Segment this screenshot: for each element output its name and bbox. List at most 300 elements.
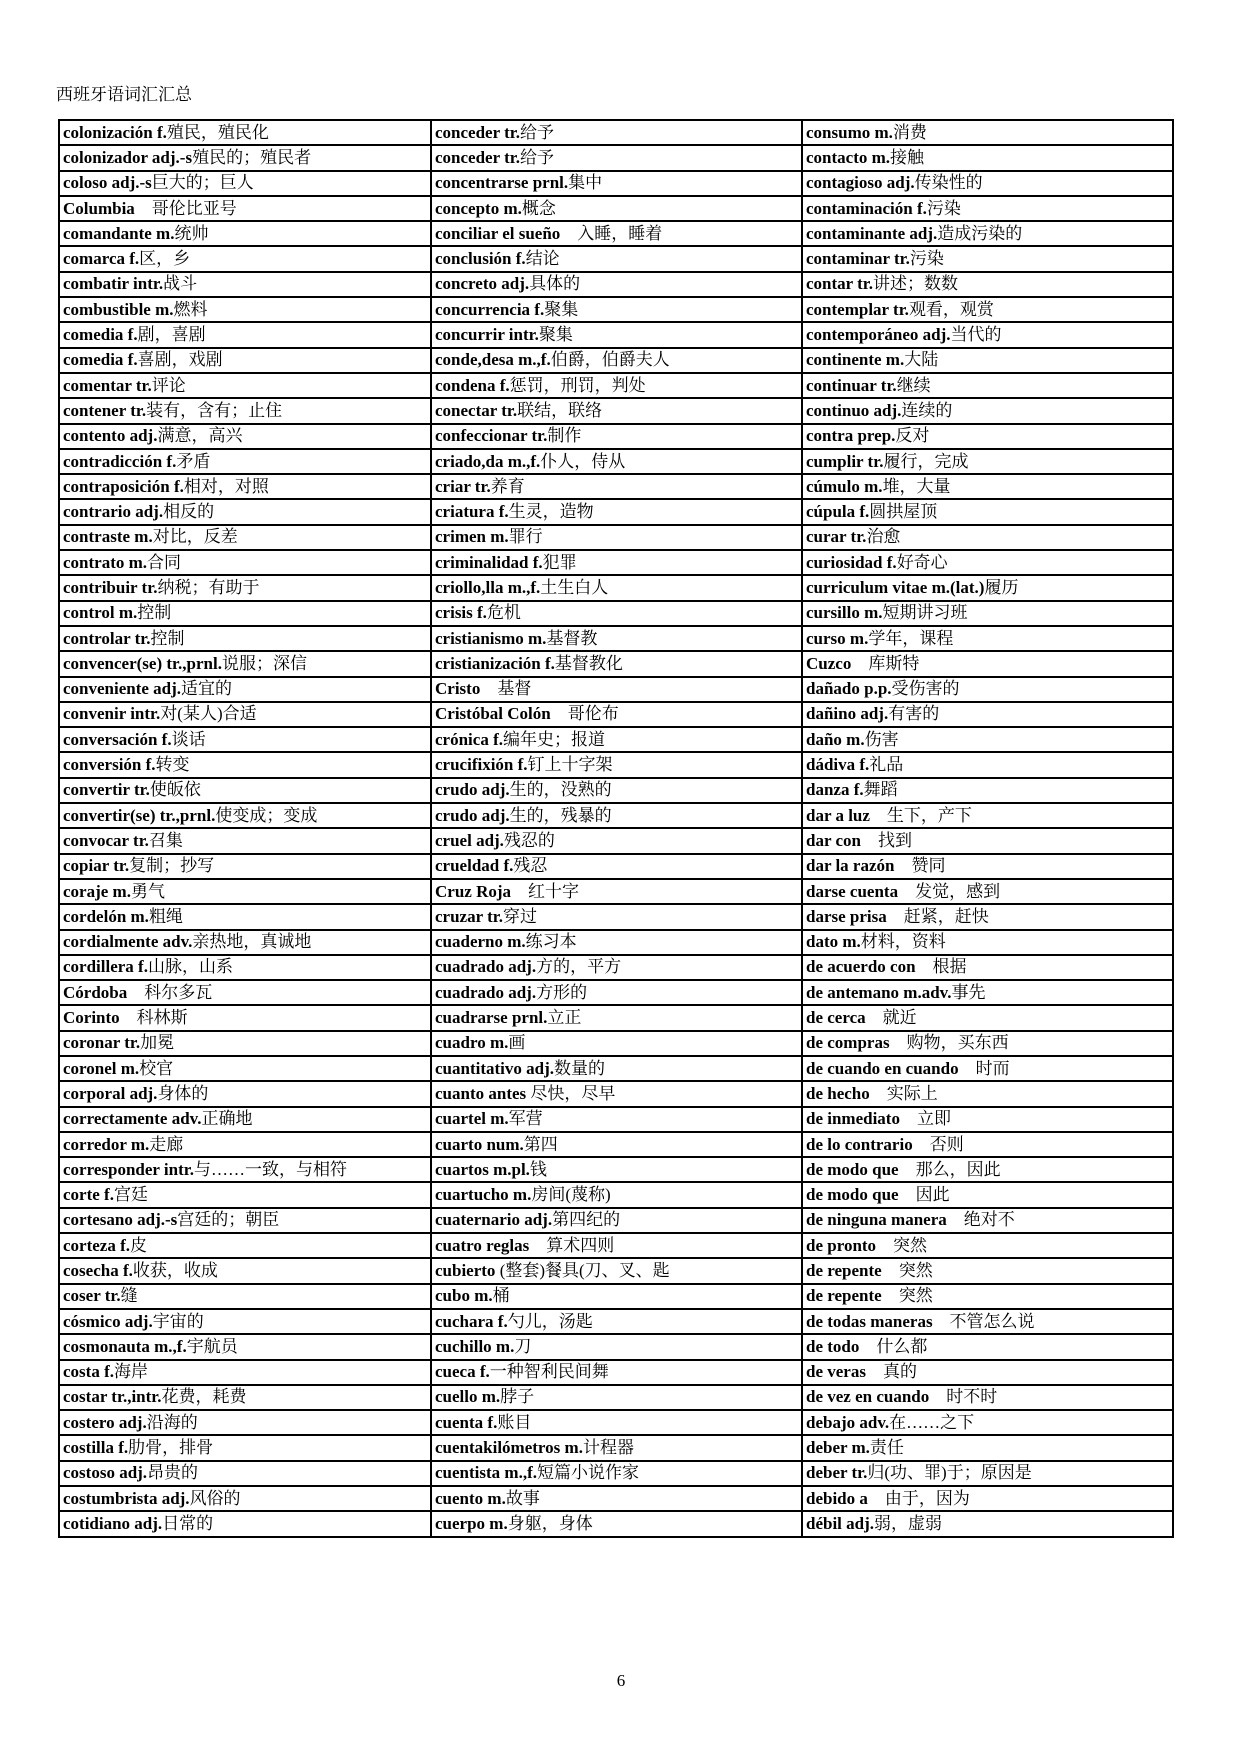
- spanish-word: de antemano m.adv.: [806, 982, 952, 1002]
- spanish-word: comentar tr.: [63, 375, 152, 395]
- vocab-entry-cell: [59, 145, 431, 170]
- spanish-word: curar tr.: [806, 527, 867, 547]
- spanish-word: de vez en cuando: [806, 1387, 930, 1407]
- chinese-definition: 受伤害的: [891, 679, 960, 699]
- vocab-entry-cell: [59, 1461, 431, 1486]
- chinese-definition: 巨大的；巨人: [151, 173, 254, 193]
- spanish-word: curso m.: [806, 628, 869, 648]
- spanish-word: contemplar tr.: [806, 299, 909, 319]
- chinese-definition: 适宜的: [181, 679, 233, 699]
- vocab-entry-cell: [802, 1208, 1173, 1233]
- chinese-definition: 殖民的；殖民者: [192, 147, 312, 167]
- chinese-definition: 基督教: [546, 628, 598, 648]
- chinese-definition: 校官: [139, 1058, 174, 1078]
- chinese-definition: 皮: [130, 1235, 148, 1255]
- vocab-entry-cell: [59, 1385, 431, 1410]
- spanish-word: concurrir intr.: [435, 325, 539, 345]
- vocab-entry-cell: [59, 626, 431, 651]
- vocab-entry-cell: [431, 803, 802, 828]
- table-row: [59, 1233, 1173, 1258]
- chinese-definition: 算术四则: [529, 1235, 615, 1255]
- chinese-definition: 脖子: [500, 1387, 535, 1407]
- table-row: [59, 322, 1173, 347]
- spanish-word: contaminación f.: [806, 198, 927, 218]
- chinese-definition: 纳税；有助于: [157, 577, 260, 597]
- vocab-entry-cell: [802, 1309, 1173, 1334]
- vocab-entry-cell: [431, 879, 802, 904]
- vocab-entry-cell: [431, 424, 802, 449]
- chinese-definition: 当代的: [950, 325, 1002, 345]
- chinese-definition: 红十字: [511, 881, 580, 901]
- table-row: [59, 1309, 1173, 1334]
- chinese-definition: 矛盾: [176, 451, 211, 471]
- chinese-definition: 什么都: [859, 1336, 928, 1356]
- chinese-definition: 履行，完成: [883, 451, 969, 471]
- chinese-definition: 绝对不: [946, 1210, 1015, 1230]
- chinese-definition: 污染: [909, 249, 944, 269]
- chinese-definition: 残忍: [513, 856, 548, 876]
- chinese-definition: 昂贵的: [147, 1463, 199, 1483]
- table-row: [59, 854, 1173, 879]
- chinese-definition: 桶: [492, 1286, 510, 1306]
- table-row: [59, 1385, 1173, 1410]
- spanish-word: combatir intr.: [63, 274, 164, 294]
- chinese-definition: 与……一致，与相符: [193, 1159, 347, 1179]
- vocab-entry-cell: [802, 677, 1173, 702]
- vocab-entry-cell: [431, 1385, 802, 1410]
- vocab-entry-cell: [802, 980, 1173, 1005]
- chinese-definition: 就近: [865, 1008, 917, 1028]
- chinese-definition: 装有，含有；止住: [146, 400, 283, 420]
- spanish-word: comedia f.: [63, 325, 138, 345]
- vocab-entry-cell: [802, 1461, 1173, 1486]
- table-row: [59, 601, 1173, 626]
- vocab-entry-cell: [59, 398, 431, 423]
- table-row: [59, 1056, 1173, 1081]
- chinese-definition: 风俗的: [189, 1488, 241, 1508]
- spanish-word: comandante m.: [63, 223, 175, 243]
- chinese-definition: 赶紧，赶快: [886, 906, 989, 926]
- chinese-definition: 方形的: [536, 982, 588, 1002]
- vocab-entry-cell: [59, 1233, 431, 1258]
- chinese-definition: 给予: [519, 147, 554, 167]
- chinese-definition: 时不时: [929, 1387, 998, 1407]
- spanish-word: cuartos m.pl.: [435, 1159, 530, 1179]
- chinese-definition: 对(某人)合适: [160, 704, 257, 724]
- spanish-word: darse cuenta: [806, 881, 899, 901]
- vocab-entry-cell: [802, 120, 1173, 145]
- chinese-definition: 否则: [912, 1134, 964, 1154]
- chinese-definition: 继续: [896, 375, 931, 395]
- spanish-word: corredor m.: [63, 1134, 150, 1154]
- vocab-entry-cell: [431, 1107, 802, 1132]
- chinese-definition: 第四: [523, 1134, 558, 1154]
- table-row: [59, 145, 1173, 170]
- vocab-entry-cell: [59, 1182, 431, 1207]
- table-row: [59, 1435, 1173, 1460]
- chinese-definition: 传染性的: [914, 173, 983, 193]
- spanish-word: coser tr.: [63, 1286, 121, 1306]
- spanish-word: de hecho: [806, 1083, 870, 1103]
- vocab-entry-cell: [59, 1107, 431, 1132]
- chinese-definition: 故事: [505, 1488, 540, 1508]
- chinese-definition: 海岸: [113, 1362, 148, 1382]
- table-row: [59, 930, 1173, 955]
- vocab-entry-cell: [431, 955, 802, 980]
- chinese-definition: 概念: [521, 198, 556, 218]
- spanish-word: concurrencia f.: [435, 299, 545, 319]
- chinese-definition: 那么，因此: [898, 1159, 1001, 1179]
- table-row: [59, 297, 1173, 322]
- vocab-entry-cell: [431, 626, 802, 651]
- table-row: [59, 778, 1173, 803]
- vocab-entry-cell: [431, 1208, 802, 1233]
- vocab-entry-cell: [802, 1233, 1173, 1258]
- spanish-word: costumbrista adj.: [63, 1488, 190, 1508]
- spanish-word: cúmulo m.: [806, 476, 883, 496]
- vocab-entry-cell: [431, 1081, 802, 1106]
- vocab-entry-cell: [59, 651, 431, 676]
- spanish-word: cursillo m.: [806, 603, 883, 623]
- vocab-entry-cell: [431, 1334, 802, 1359]
- chinese-definition: 缝: [120, 1286, 138, 1306]
- vocab-entry-cell: [431, 1511, 802, 1536]
- vocab-entry-cell: [431, 348, 802, 373]
- vocab-entry-cell: [802, 1005, 1173, 1030]
- spanish-word: corporal adj.: [63, 1083, 158, 1103]
- chinese-definition: 治愈: [866, 527, 901, 547]
- vocab-entry-cell: [431, 1284, 802, 1309]
- spanish-word: Corinto: [63, 1008, 120, 1028]
- vocab-entry-cell: [59, 1081, 431, 1106]
- chinese-definition: 根据: [915, 957, 967, 977]
- spanish-word: de acuerdo con: [806, 957, 916, 977]
- vocab-entry-cell: [431, 1132, 802, 1157]
- vocab-entry-cell: [431, 525, 802, 550]
- spanish-word: conceder tr.: [435, 147, 520, 167]
- vocab-entry-cell: [802, 1132, 1173, 1157]
- spanish-word: de repente: [806, 1286, 882, 1306]
- chinese-definition: 尽快，尽早: [526, 1083, 616, 1103]
- spanish-word: costar tr.,intr.: [63, 1387, 162, 1407]
- vocab-entry-cell: [802, 702, 1173, 727]
- vocab-entry-cell: [59, 677, 431, 702]
- spanish-word: conclusión f.: [435, 249, 526, 269]
- spanish-word: cubo m.: [435, 1286, 493, 1306]
- spanish-word: contrato m.: [63, 552, 148, 572]
- spanish-word: crónica f.: [435, 729, 503, 749]
- table-row: [59, 626, 1173, 651]
- vocab-entry-cell: [431, 1182, 802, 1207]
- vocab-entry-cell: [59, 1511, 431, 1536]
- chinese-definition: 学年，课程: [868, 628, 954, 648]
- vocab-entry-cell: [431, 904, 802, 929]
- vocab-entry-cell: [59, 752, 431, 777]
- chinese-definition: 生的，残暴的: [509, 805, 612, 825]
- chinese-definition: 犯罪: [542, 552, 577, 572]
- spanish-word: de lo contrario: [806, 1134, 913, 1154]
- chinese-definition: 复制；抄写: [129, 856, 215, 876]
- spanish-word: contagioso adj.: [806, 173, 915, 193]
- spanish-word: de todas maneras: [806, 1311, 933, 1331]
- chinese-definition: 不管怎么说: [932, 1311, 1035, 1331]
- chinese-definition: 对比，反差: [152, 527, 238, 547]
- chinese-definition: 圆拱屋顶: [869, 502, 938, 522]
- chinese-definition: 山脉，山系: [147, 957, 233, 977]
- spanish-word: de cuando en cuando: [806, 1058, 959, 1078]
- vocab-entry-cell: [59, 930, 431, 955]
- spanish-word: conde,desa m.,f.: [435, 350, 551, 370]
- chinese-definition: 伯爵，伯爵夫人: [550, 350, 670, 370]
- spanish-word: criminalidad f.: [435, 552, 543, 572]
- spanish-word: coronel m.: [63, 1058, 140, 1078]
- chinese-definition: 宇航员: [186, 1336, 238, 1356]
- vocab-entry-cell: [431, 778, 802, 803]
- vocab-entry-cell: [802, 1056, 1173, 1081]
- vocab-entry-cell: [802, 1157, 1173, 1182]
- spanish-word: cuento m.: [435, 1488, 506, 1508]
- spanish-word: deber m.: [806, 1438, 870, 1458]
- chinese-definition: 连续的: [901, 400, 953, 420]
- vocab-entry-cell: [59, 120, 431, 145]
- spanish-word: contrario adj.: [63, 502, 164, 522]
- spanish-word: comarca f.: [63, 249, 140, 269]
- spanish-word: comedia f.: [63, 350, 138, 370]
- spanish-word: debido a: [806, 1488, 868, 1508]
- chinese-definition: 履历: [984, 577, 1019, 597]
- vocab-entry-cell: [431, 221, 802, 246]
- spanish-word: cósmico adj.: [63, 1311, 153, 1331]
- spanish-word: de todo: [806, 1336, 860, 1356]
- spanish-word: contra prep.: [806, 426, 896, 446]
- vocab-entry-cell: [59, 272, 431, 297]
- vocab-entry-cell: [431, 474, 802, 499]
- vocab-entry-cell: [802, 550, 1173, 575]
- table-row: [59, 424, 1173, 449]
- vocab-entry-cell: [59, 980, 431, 1005]
- chinese-definition: 身躯，身体: [507, 1513, 593, 1533]
- chinese-definition: 因此: [898, 1185, 950, 1205]
- vocab-entry-cell: [431, 651, 802, 676]
- spanish-word: control m.: [63, 603, 138, 623]
- spanish-word: crudo adj.: [435, 780, 510, 800]
- chinese-definition: 舞蹈: [863, 780, 898, 800]
- spanish-word: cosecha f.: [63, 1261, 133, 1280]
- vocab-entry-cell: [802, 828, 1173, 853]
- chinese-definition: 生的，没熟的: [509, 780, 612, 800]
- chinese-definition: 亲热地，真诚地: [192, 932, 312, 952]
- spanish-word: convocar tr.: [63, 830, 149, 850]
- spanish-word: de compras: [806, 1033, 890, 1053]
- vocab-entry-cell: [802, 474, 1173, 499]
- spanish-word: Cristóbal Colón: [435, 704, 551, 724]
- chinese-definition: 造成污染的: [937, 223, 1023, 243]
- vocab-entry-cell: [802, 449, 1173, 474]
- vocab-entry-cell: [431, 854, 802, 879]
- vocab-entry-cell: [431, 272, 802, 297]
- table-row: [59, 1031, 1173, 1056]
- chinese-definition: 编年史；报道: [502, 729, 605, 749]
- spanish-word: criar tr.: [435, 476, 491, 496]
- vocab-entry-cell: [431, 145, 802, 170]
- chinese-definition: 大陆: [904, 350, 939, 370]
- table-row: [59, 828, 1173, 853]
- chinese-definition: 给予: [519, 122, 554, 142]
- chinese-definition: 身体的: [157, 1083, 209, 1103]
- spanish-word: dar la razón: [806, 856, 895, 876]
- chinese-definition: 集中: [568, 173, 603, 193]
- vocab-entry-cell: [431, 398, 802, 423]
- vocab-entry-cell: [802, 246, 1173, 271]
- page-number: 6: [616, 1671, 626, 1690]
- spanish-word: cuadro m.: [435, 1033, 509, 1053]
- spanish-word: cortesano adj.-s: [63, 1210, 178, 1230]
- chinese-definition: 宫廷: [113, 1185, 148, 1205]
- chinese-definition: 收获，收成: [132, 1261, 218, 1280]
- chinese-definition: 方的，平方: [536, 957, 622, 977]
- vocab-entry-cell: [59, 1258, 431, 1283]
- spanish-word: de ninguna manera: [806, 1210, 947, 1230]
- spanish-word: de modo que: [806, 1185, 899, 1205]
- table-row: [59, 1410, 1173, 1435]
- vocab-entry-cell: [431, 1435, 802, 1460]
- vocab-entry-cell: [802, 930, 1173, 955]
- spanish-word: contar tr.: [806, 274, 874, 294]
- chinese-definition: 材料，资料: [860, 932, 946, 952]
- vocab-entry-cell: [431, 601, 802, 626]
- spanish-word: concentrarse prnl.: [435, 173, 569, 193]
- vocab-entry-cell: [59, 803, 431, 828]
- table-row: [59, 904, 1173, 929]
- vocab-entry-cell: [802, 145, 1173, 170]
- table-row: [59, 499, 1173, 524]
- chinese-definition: 时而: [958, 1058, 1010, 1078]
- chinese-definition: 消费: [892, 122, 927, 142]
- vocab-entry-cell: [59, 474, 431, 499]
- chinese-definition: 短期讲习班: [882, 603, 968, 623]
- chinese-definition: 使变成；变成: [215, 805, 318, 825]
- chinese-definition: 污染: [926, 198, 961, 218]
- spanish-word: dañino adj.: [806, 704, 889, 724]
- chinese-definition: 转变: [155, 755, 190, 775]
- table-row: [59, 955, 1173, 980]
- chinese-definition: 宇宙的: [152, 1311, 204, 1331]
- spanish-word: conversión f.: [63, 755, 156, 775]
- vocab-entry-cell: [431, 449, 802, 474]
- table-row: [59, 373, 1173, 398]
- chinese-definition: 科尔多瓦: [127, 982, 213, 1002]
- chinese-definition: 聚集: [544, 299, 579, 319]
- spanish-word: danza f.: [806, 780, 864, 800]
- vocab-entry-cell: [59, 828, 431, 853]
- chinese-definition: 勺儿，汤匙: [507, 1311, 593, 1331]
- spanish-word: darse prisa: [806, 906, 887, 926]
- chinese-definition: 突然: [881, 1261, 933, 1280]
- vocab-entry-cell: [59, 1486, 431, 1511]
- chinese-definition: 召集: [148, 830, 183, 850]
- vocab-entry-cell: [431, 246, 802, 271]
- chinese-definition: 真的: [865, 1362, 917, 1382]
- spanish-word: confeccionar tr.: [435, 426, 548, 446]
- spanish-word: correctamente adv.: [63, 1109, 202, 1129]
- table-row: [59, 1182, 1173, 1207]
- spanish-word: cuaternario adj.: [435, 1210, 553, 1230]
- vocab-entry-cell: [802, 955, 1173, 980]
- vocab-entry-cell: [802, 424, 1173, 449]
- spanish-word: cristianización f.: [435, 653, 555, 673]
- spanish-word: cuchara f.: [435, 1311, 508, 1331]
- spanish-word: corresponder intr.: [63, 1159, 194, 1179]
- spanish-word: criollo,lla m.,f.: [435, 577, 541, 597]
- vocab-entry-cell: [59, 171, 431, 196]
- table-row: [59, 1157, 1173, 1182]
- spanish-word: curriculum vitae m.(lat.): [806, 577, 985, 597]
- spanish-word: cuello m.: [435, 1387, 501, 1407]
- chinese-definition: 钉上十字架: [527, 755, 613, 775]
- chinese-definition: 肋骨，排骨: [128, 1438, 214, 1458]
- chinese-definition: 战斗: [163, 274, 198, 294]
- spanish-word: conciliar el sueño: [435, 223, 561, 243]
- table-row: [59, 1284, 1173, 1309]
- table-row: [59, 1461, 1173, 1486]
- vocab-entry-cell: [802, 1435, 1173, 1460]
- chinese-definition: 制作: [547, 426, 582, 446]
- spanish-word: cúpula f.: [806, 502, 870, 522]
- spanish-word: continuo adj.: [806, 400, 902, 420]
- spanish-word: de modo que: [806, 1159, 899, 1179]
- spanish-word: criatura f.: [435, 502, 509, 522]
- table-row: [59, 1511, 1173, 1536]
- table-row: [59, 752, 1173, 777]
- chinese-definition: 具体的: [529, 274, 581, 294]
- vocab-entry-cell: [59, 424, 431, 449]
- vocab-entry-cell: [802, 1081, 1173, 1106]
- vocab-entry-cell: [431, 1486, 802, 1511]
- chinese-definition: 入睡，睡着: [560, 223, 663, 243]
- chinese-definition: 计程器: [582, 1438, 634, 1458]
- chinese-definition: 突然: [881, 1286, 933, 1306]
- chinese-definition: 账目: [497, 1412, 532, 1432]
- spanish-word: cuentista m.,f.: [435, 1463, 537, 1483]
- chinese-definition: 正确地: [201, 1109, 253, 1129]
- spanish-word: cuanto antes: [435, 1083, 527, 1103]
- spanish-word: de veras: [806, 1362, 866, 1382]
- chinese-definition: 短篇小说作家: [536, 1463, 639, 1483]
- table-row: [59, 171, 1173, 196]
- chinese-definition: 突然: [876, 1235, 928, 1255]
- chinese-definition: 走廊: [149, 1134, 184, 1154]
- vocab-entry-cell: [431, 702, 802, 727]
- spanish-word: crucifixión f.: [435, 755, 528, 775]
- chinese-definition: (整套)餐具(刀、叉、匙: [495, 1261, 670, 1280]
- spanish-word: criado,da m.,f.: [435, 451, 541, 471]
- chinese-definition: 宫廷的；朝臣: [177, 1210, 280, 1230]
- spanish-word: débil adj.: [806, 1513, 875, 1533]
- chinese-definition: 勇气: [130, 881, 165, 901]
- spanish-word: crisis f.: [435, 603, 487, 623]
- vocab-entry-cell: [431, 196, 802, 221]
- spanish-word: cuchillo m.: [435, 1336, 515, 1356]
- chinese-definition: 哥伦比亚号: [134, 198, 237, 218]
- table-row: [59, 196, 1173, 221]
- spanish-word: cuenta f.: [435, 1412, 498, 1432]
- spanish-word: costilla f.: [63, 1438, 129, 1458]
- spanish-word: cubierto: [435, 1261, 496, 1280]
- spanish-word: cruel adj.: [435, 830, 504, 850]
- chinese-definition: 剧，喜剧: [137, 325, 206, 345]
- table-row: [59, 803, 1173, 828]
- table-row: [59, 702, 1173, 727]
